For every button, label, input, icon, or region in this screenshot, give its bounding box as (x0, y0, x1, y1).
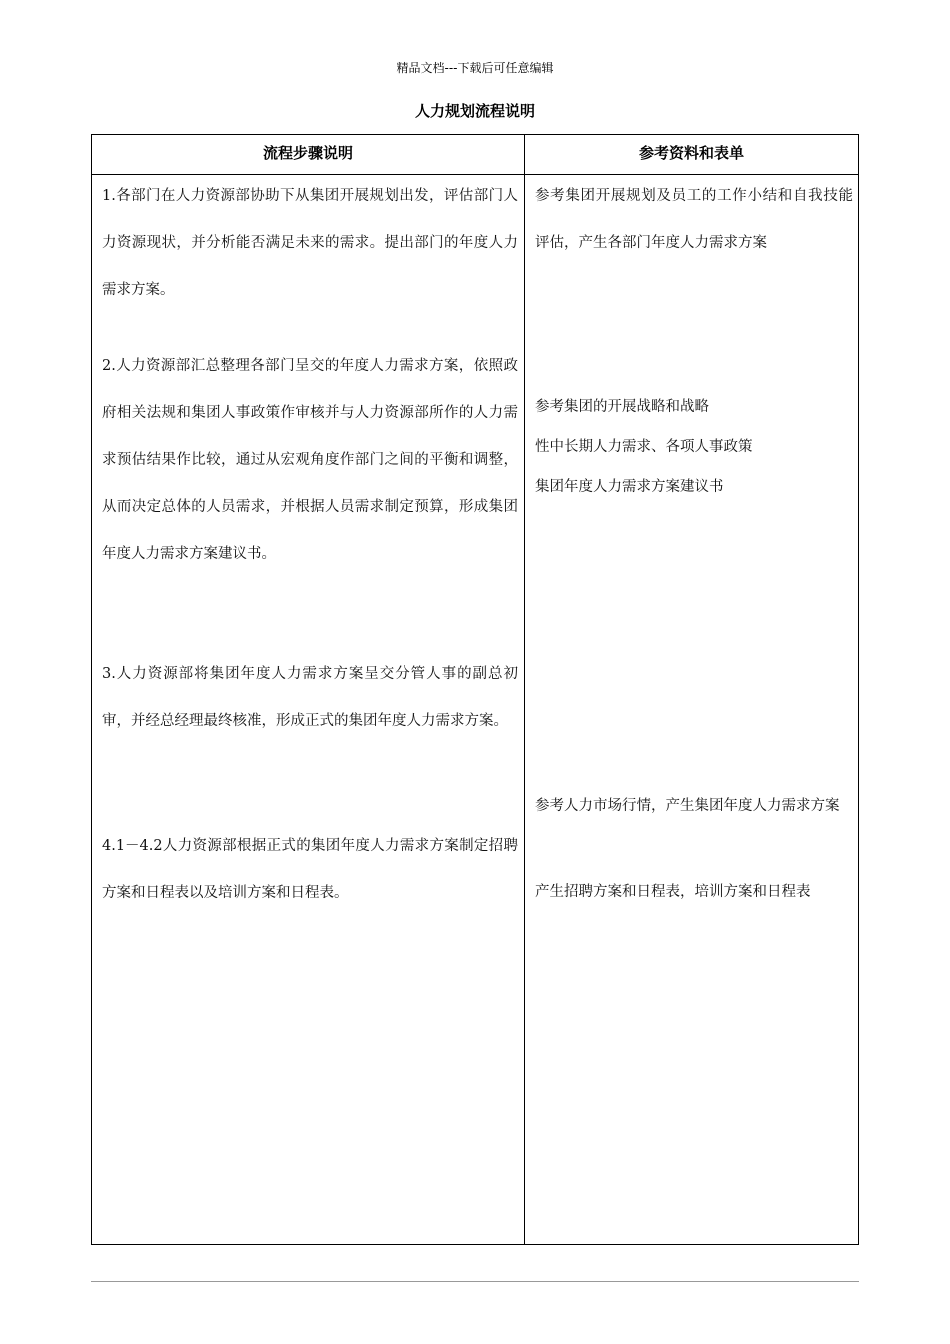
reference-6-text: 产生招聘方案和日程表，培训方案和日程表 (535, 884, 811, 900)
column-divider (524, 135, 525, 1244)
process-table (91, 134, 859, 1245)
footer-rule (91, 1281, 859, 1282)
reference-5-text: 参考人力市场行情，产生集团年度人力需求方案 (535, 798, 840, 814)
step-2-text: 2.人力资源部汇总整理各部门呈交的年度人力需求方案，依照政府相关法规和集团人事政策作审核并与人力资源部所作的人力需求预估结果作比较，通过从宏观角度作部门之间的平衡和调整，从而决定总体的人员需求，并根据人员需求制定预算，形成集团年度人力需求方案建议书。 (102, 358, 518, 562)
document-title: 人力规划流程说明 (414, 102, 535, 120)
column-header-steps: 流程步骤说明 (262, 144, 353, 162)
step-1-text: 1.各部门在人力资源部协助下从集团开展规划出发，评估部门人力资源现状，并分析能否满足未来的需求。提出部门的年度人力需求方案。 (102, 188, 518, 298)
watermark-header: 精品文档---下载后可任意编辑 (396, 61, 554, 75)
column-header-references: 参考资料和表单 (638, 144, 744, 162)
reference-4-text: 集团年度人力需求方案建议书 (535, 479, 724, 495)
reference-3-text: 性中长期人力需求、各项人事政策 (535, 439, 753, 455)
step-3-text: 3.人力资源部将集团年度人力需求方案呈交分管人事的副总初审，并经总经理最终核准，形成正式的集团年度人力需求方案。 (102, 666, 518, 729)
reference-2-text: 参考集团的开展战略和战略 (535, 399, 709, 415)
step-4-text: 4.1－4.2人力资源部根据正式的集团年度人力需求方案制定招聘方案和日程表以及培训方案和日程表。 (102, 838, 518, 901)
reference-1-text: 参考集团开展规划及员工的工作小结和自我技能评估，产生各部门年度人力需求方案 (535, 188, 853, 251)
